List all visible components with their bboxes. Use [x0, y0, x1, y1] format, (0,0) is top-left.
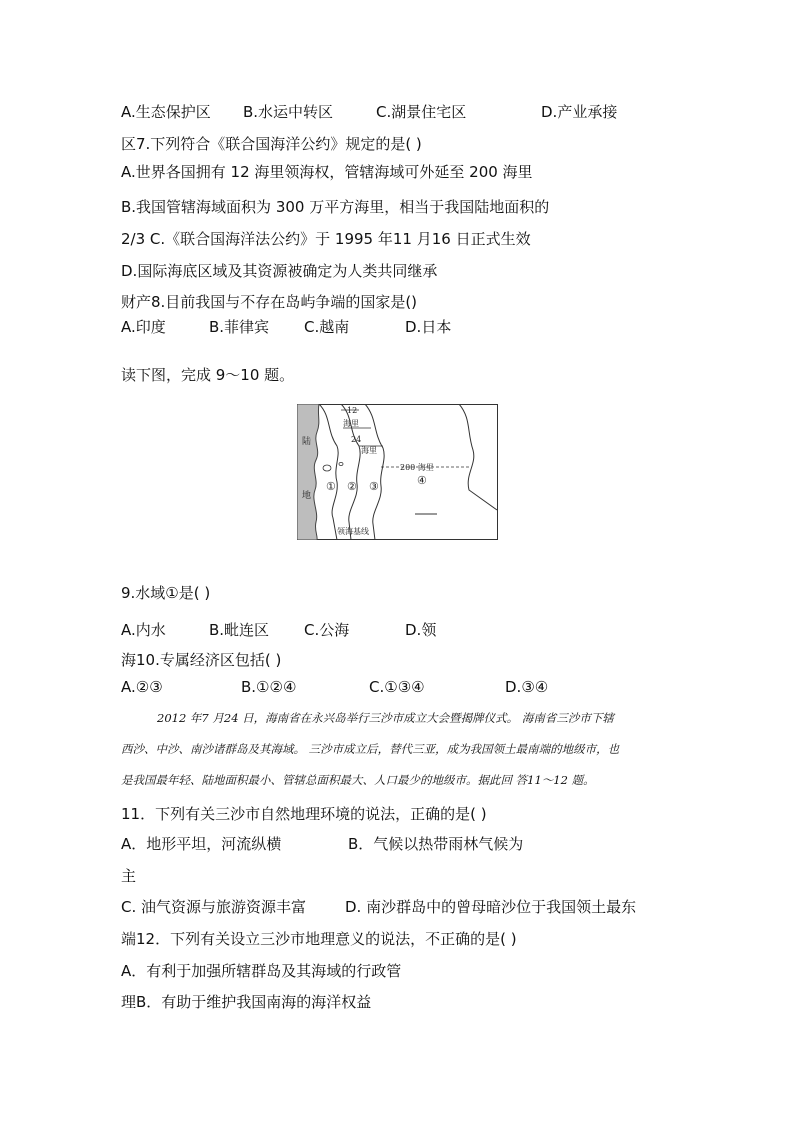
label-24-unit: 海里	[361, 446, 377, 455]
label-12-unit: 海里	[343, 419, 359, 428]
zone-4: ④	[417, 474, 427, 487]
q6-option-a: A.生态保护区	[121, 103, 211, 121]
q8-option-d: D.日本	[405, 318, 452, 336]
maritime-zones-diagram	[297, 404, 498, 540]
q11-stem: 11．下列有关三沙市自然地理环境的说法，正确的是( )	[121, 805, 487, 823]
land-label-bottom: 地	[302, 491, 312, 501]
q9-option-c: C.公海	[304, 621, 350, 639]
q10-stem: 海10.专属经济区包括( )	[121, 651, 282, 669]
q8-option-a: A.印度	[121, 318, 166, 336]
q9-stem: 9.水域①是( )	[121, 584, 211, 602]
passage-line-1: 2012 年7 月24 日，海南省在永兴岛举行三沙市成立大会暨揭牌仪式。 海南省三沙市下辖	[157, 711, 614, 725]
passage-line-2: 西沙、中沙、南沙诸群岛及其海域。 三沙市成立后，替代三亚，成为我国领土最南端的地级市，也	[121, 742, 620, 756]
island-1	[323, 465, 331, 471]
q6-option-b: B.水运中转区	[243, 103, 334, 121]
passage-line-3: 是我国最年轻、陆地面积最小、管辖总面积最大、人口最少的地级市。据此回 答11～12 题。	[121, 773, 595, 787]
q9-option-a: A.内水	[121, 621, 166, 639]
label-12: 12	[347, 406, 358, 415]
q11-option-c: C. 油气资源与旅游资源丰富	[121, 898, 307, 916]
q10-option-b: B.①②④	[241, 678, 297, 696]
zone-1: ①	[326, 480, 336, 493]
label-200: 200 海里	[400, 463, 434, 472]
q9-option-b: B.毗连区	[209, 621, 270, 639]
q7-option-d: D.国际海底区域及其资源被确定为人类共同继承	[121, 262, 438, 280]
baseline-label: 领海基线	[337, 527, 369, 536]
q10-option-d: D.③④	[505, 678, 549, 696]
q12-stem: 端12．下列有关设立三沙市地理意义的说法，不正确的是( )	[121, 930, 517, 948]
island-2	[339, 462, 343, 465]
q7-option-a: A.世界各国拥有 12 海里领海权，管辖海域可外延至 200 海里	[121, 163, 533, 181]
q11-option-b-cont: 主	[121, 867, 137, 885]
q8-stem: 财产8.目前我国与不存在岛屿争端的国家是()	[121, 293, 418, 311]
q8-option-c: C.越南	[304, 318, 350, 336]
q10-option-a: A.②③	[121, 678, 163, 696]
q7-option-b: B.我国管辖海域面积为 300 万平方海里，相当于我国陆地面积的	[121, 198, 550, 216]
q11-option-d: D. 南沙群岛中的曾母暗沙位于我国领土最东	[345, 898, 637, 916]
zone-3: ③	[369, 480, 379, 493]
q10-option-c: C.①③④	[369, 678, 425, 696]
q11-option-b: B．气候以热带雨林气候为	[348, 835, 524, 853]
label-24: 24	[351, 435, 362, 444]
q7-option-c: 2/3 C.《联合国海洋法公约》于 1995 年11 月16 日正式生效	[121, 230, 531, 248]
land-label-top: 陆	[302, 437, 312, 447]
read-prompt: 读下图，完成 9～10 题。	[121, 366, 295, 384]
q8-option-b: B.菲律宾	[209, 318, 270, 336]
q12-option-b: 理B．有助于维护我国南海的海洋权益	[121, 993, 372, 1011]
zone-2: ②	[347, 480, 357, 493]
q12-option-a: A．有利于加强所辖群岛及其海域的行政管	[121, 962, 402, 980]
q7-stem: 区7.下列符合《联合国海洋公约》规定的是( )	[121, 135, 422, 153]
q6-option-d: D.产业承接	[541, 103, 618, 121]
q11-option-a: A．地形平坦，河流纵横	[121, 835, 282, 853]
q9-option-d: D.领	[405, 621, 437, 639]
q6-option-c: C.湖景住宅区	[376, 103, 467, 121]
